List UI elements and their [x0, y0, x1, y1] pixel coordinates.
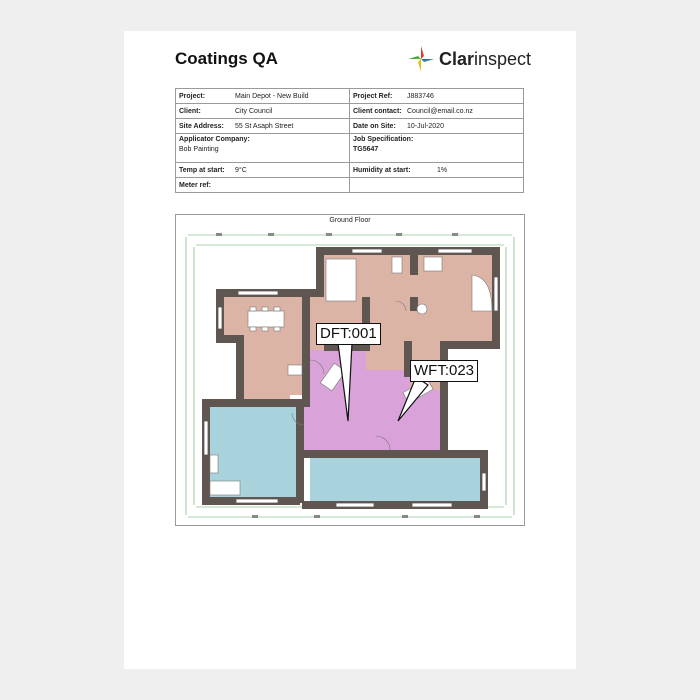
project-cell: Project: Main Depot - New Build: [176, 89, 350, 104]
vanity: [392, 257, 402, 273]
floor-plan-title: Ground Floor: [329, 217, 371, 224]
cabinet: [288, 365, 302, 375]
bed: [326, 259, 356, 301]
client-cell: Client: City Council: [176, 104, 350, 119]
humidity-cell: Humidity at start: 1%: [350, 163, 524, 178]
logo-wordmark: Clarinspect: [439, 49, 532, 69]
toilet: [417, 304, 427, 314]
project-ref-cell: Project Ref: J883746: [350, 89, 524, 104]
temp-cell: Temp at start: 9°C: [176, 163, 350, 178]
client-contact-cell: Client contact: Council@email.co.nz: [350, 104, 524, 119]
document-page: [124, 31, 576, 669]
meter-ref-cell: Meter ref:: [176, 178, 350, 193]
counter: [210, 481, 240, 495]
floor-plan-panel: [175, 214, 525, 526]
clarinspect-logo-icon: [407, 45, 435, 73]
stove: [210, 455, 218, 473]
document-title: Coatings QA: [175, 49, 278, 68]
clarinspect-logo: [407, 45, 532, 73]
wft-callout[interactable]: WFT:023: [410, 360, 478, 382]
date-on-site-cell: Date on Site: 10-Jul-2020: [350, 119, 524, 134]
sunroom-fill: [310, 457, 482, 505]
dft-callout[interactable]: DFT:001: [316, 323, 381, 345]
project-info-table: [175, 88, 524, 193]
bathtub: [424, 257, 442, 271]
job-spec-cell: Job Specification: TG5647: [350, 134, 524, 163]
empty-cell: [350, 178, 524, 193]
site-address-cell: Site Address: 55 St Asaph Street: [176, 119, 350, 134]
dining-table: [248, 311, 284, 327]
applicator-cell: Applicator Company: Bob Painting: [176, 134, 350, 163]
